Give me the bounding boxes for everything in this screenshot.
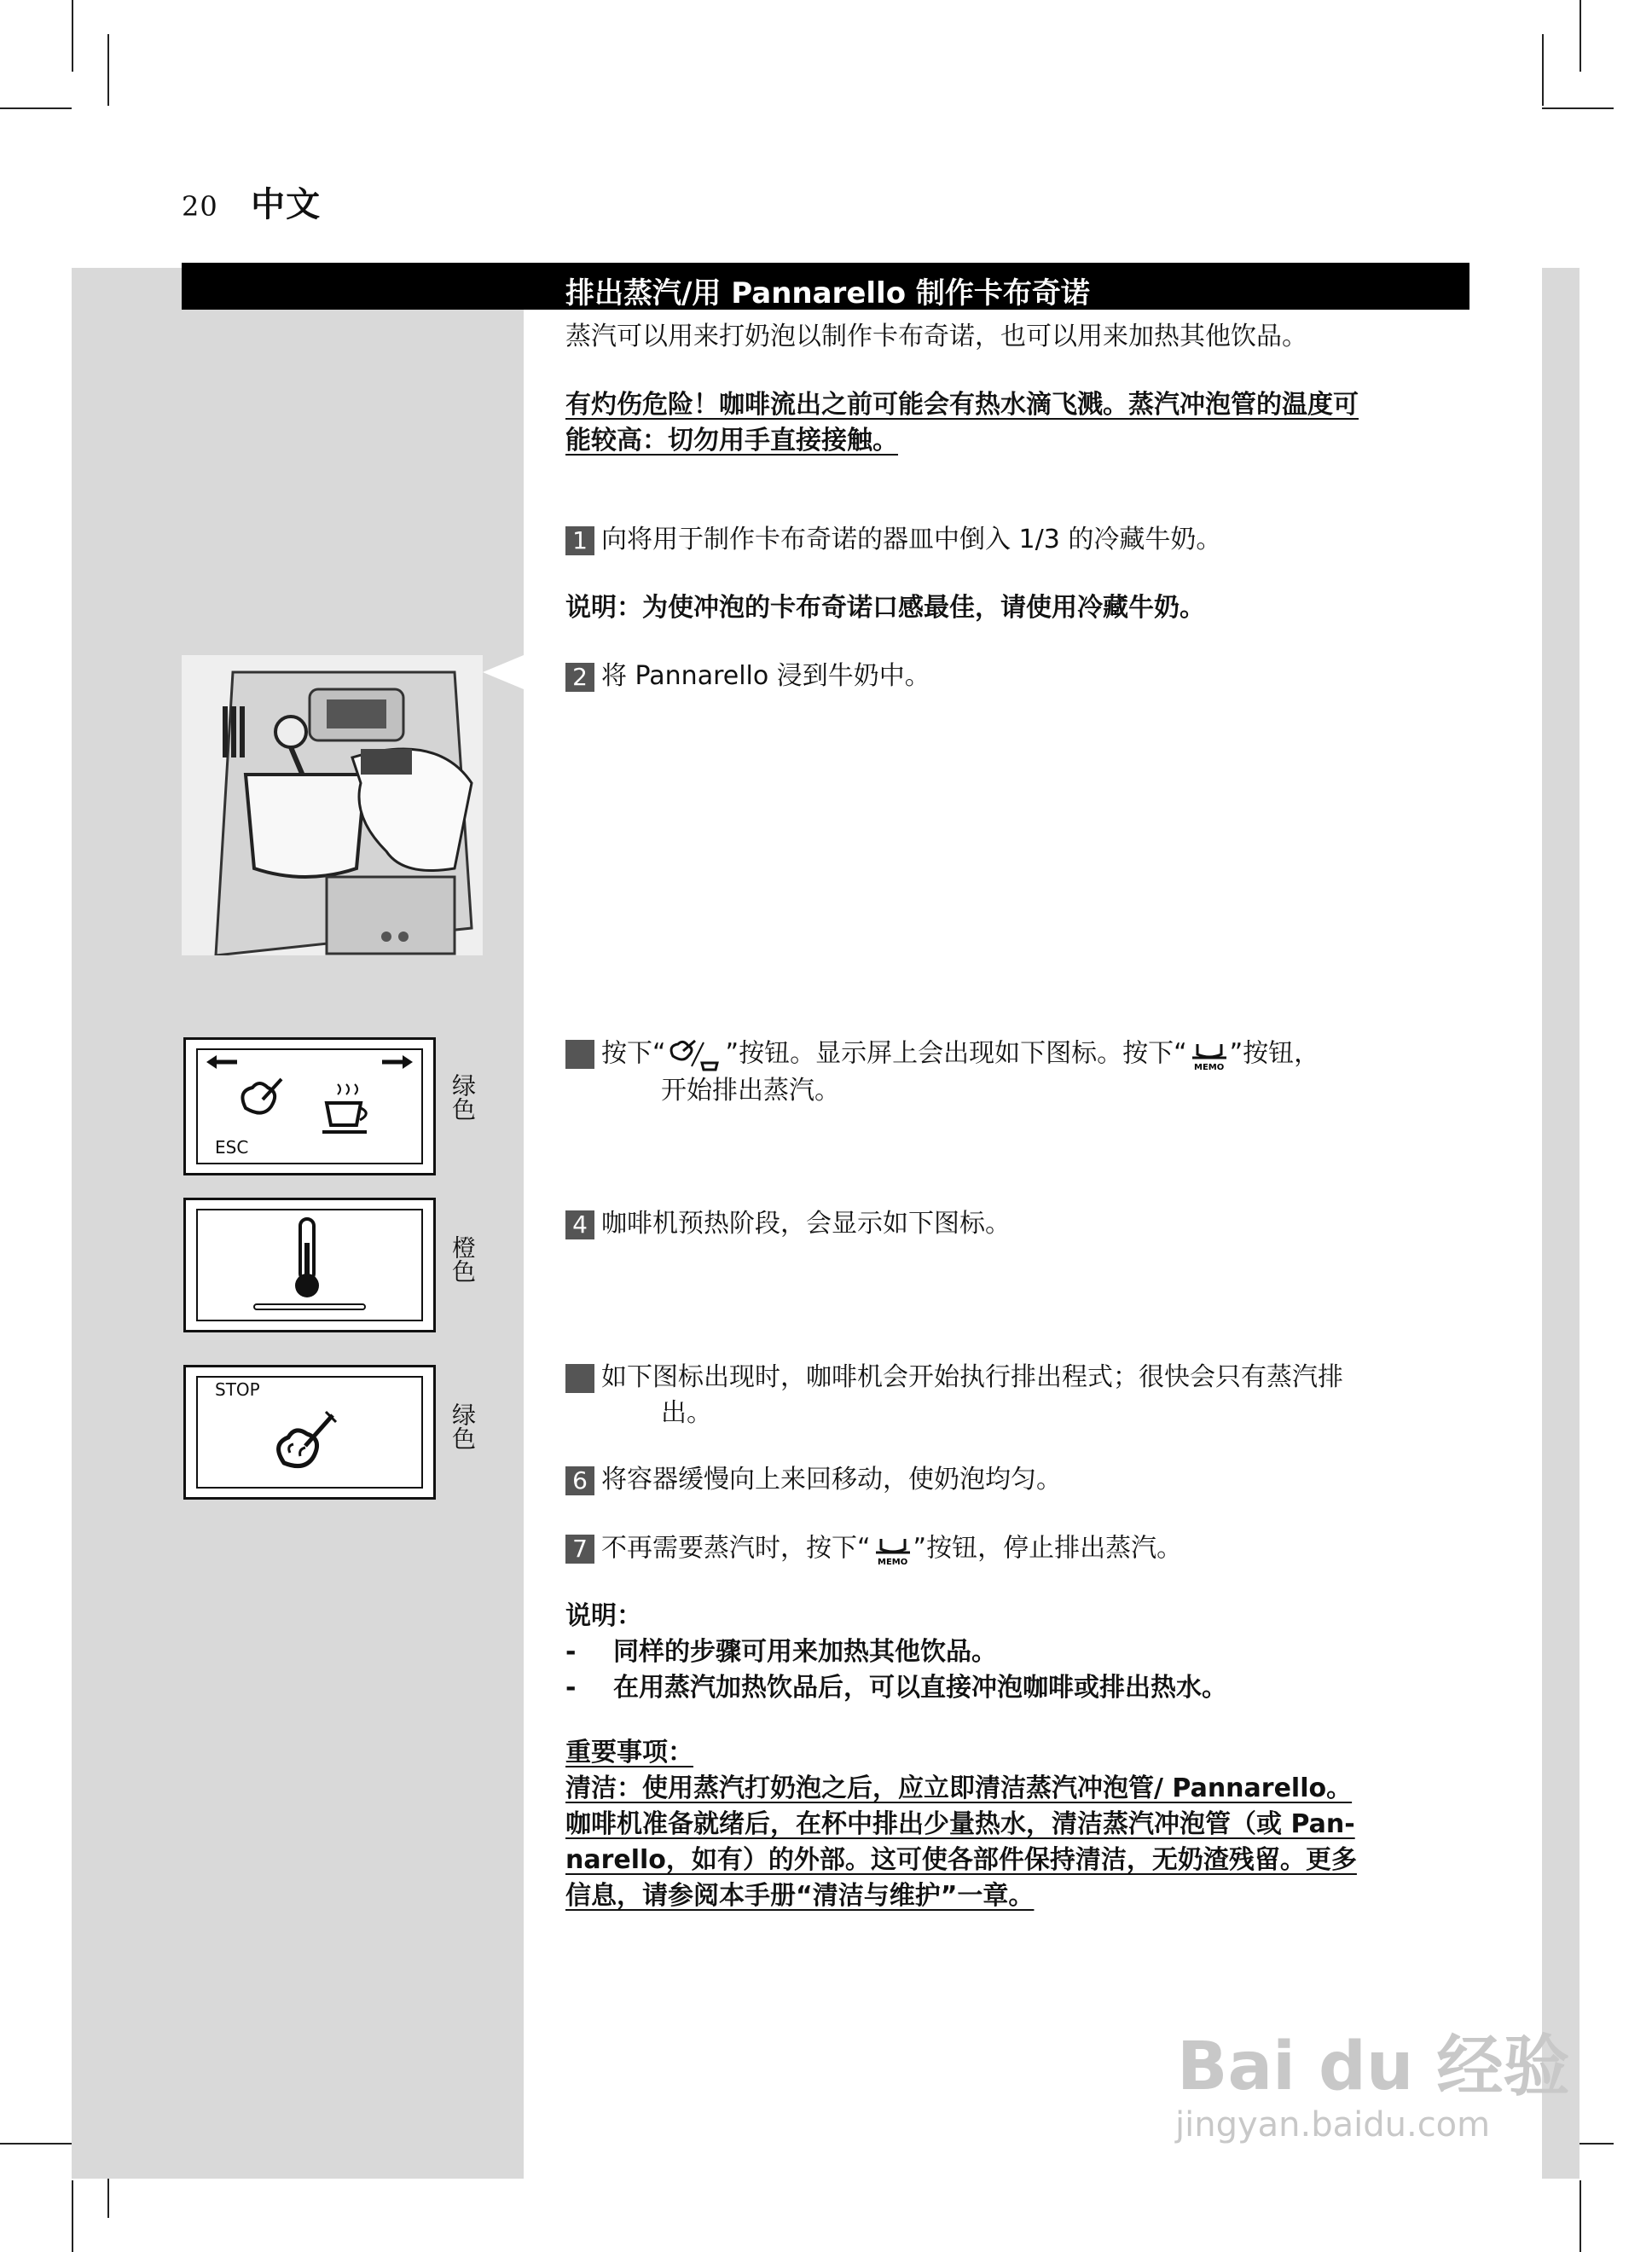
esc-label: ESC — [215, 1137, 249, 1158]
step-text: 向将用于制作卡布奇诺的器皿中倒入 1/3 的冷藏牛奶。 — [601, 525, 1222, 554]
progress-bar — [254, 1304, 365, 1309]
crop-mark — [1542, 34, 1544, 106]
step-number-badge: 2 — [565, 663, 594, 692]
watermark-url: jingyan.baidu.com — [1175, 2105, 1491, 2145]
display-color-label: 绿色 — [449, 1073, 477, 1121]
step-text: 将容器缓慢向上来回移动，使奶泡均匀。 — [601, 1465, 1062, 1495]
crop-mark — [72, 0, 73, 72]
step-number-badge: 4 — [565, 1210, 594, 1239]
step-text: ”按钮。显示屏上会出现如下图标。按下“ — [725, 1038, 1187, 1069]
important-notice — [565, 1735, 1469, 1914]
step-5 — [548, 1360, 1517, 1431]
step-text: ”按钮， — [1229, 1038, 1320, 1069]
memo-button-icon — [1187, 1036, 1230, 1073]
step-4 — [565, 1206, 1469, 1242]
step-text: 咖啡机预热阶段，会显示如下图标。 — [601, 1209, 1011, 1239]
step-text: 如下图标出现时，咖啡机会开始执行排出程式；很快会只有蒸汽排 — [601, 1362, 1343, 1392]
warning-line: 有灼伤危险！咖啡流出之前可能会有热水滴飞溅。蒸汽冲泡管的温度可 — [565, 390, 1359, 420]
note-title: 说明： — [565, 1601, 642, 1631]
step-number-badge: 6 — [565, 1466, 594, 1495]
step-text: 出。 — [661, 1398, 712, 1428]
burn-warning — [565, 387, 1469, 459]
section-title-bar — [182, 263, 1469, 310]
page-header — [182, 177, 321, 226]
crop-mark — [1580, 0, 1581, 72]
crop-mark — [1542, 107, 1614, 109]
important-title: 重要事项： — [565, 1738, 693, 1767]
crop-mark — [72, 2180, 73, 2252]
step-number-badge: 1 — [565, 526, 594, 555]
steam-icon — [242, 1083, 275, 1113]
note-item — [565, 1634, 1469, 1670]
important-line: 清洁：使用蒸汽打奶泡之后，应立即清洁蒸汽冲泡管/ Pannarello。 — [565, 1773, 1353, 1803]
section-title: 排出蒸汽/用 Pannarello 制作卡布奇诺 — [565, 276, 1090, 311]
crop-mark — [107, 34, 109, 106]
step-text: 将 Pannarello 浸到牛奶中。 — [601, 661, 930, 691]
page-number: 20 — [182, 190, 218, 223]
hot-water-cup-icon — [327, 1103, 361, 1125]
step-text: 按下“ — [601, 1038, 666, 1069]
crop-mark — [0, 2143, 72, 2145]
watermark-logo: Bai du 经验 — [1177, 2029, 1570, 2105]
note-item-text: 在用蒸汽加热饮品后，可以直接冲泡咖啡或排出热水。 — [613, 1673, 1227, 1703]
step-6 — [565, 1462, 1469, 1498]
warning-line: 能较高：切勿用手直接接触。 — [565, 426, 898, 456]
note-item — [565, 1670, 1469, 1706]
language-label: 中文 — [251, 185, 322, 224]
step-number-badge: 3 — [565, 1040, 594, 1069]
step-text: ”按钮，停止排出蒸汽。 — [913, 1533, 1183, 1564]
stop-label: STOP — [215, 1379, 260, 1400]
display-steam-select — [183, 1037, 436, 1175]
right-edge-gray-strip — [1542, 268, 1580, 2179]
note-item-text: 同样的步骤可用来加热其他饮品。 — [613, 1637, 997, 1667]
crop-mark — [1580, 2180, 1581, 2252]
steam-icon — [279, 1431, 317, 1466]
important-line: 信息，请参阅本手册“清洁与维护”一章。 — [565, 1881, 1035, 1911]
pannarello-illustration — [182, 655, 483, 955]
display-color-label: 绿色 — [449, 1402, 477, 1450]
steam-select-button-icon — [666, 1037, 726, 1071]
note-cold-milk: 说明：为使冲泡的卡布奇诺口感最佳，请使用冷藏牛奶。 — [565, 593, 1205, 623]
memo-button-icon — [871, 1530, 913, 1568]
important-line: 咖啡机准备就绪后，在杯中排出少量热水，清洁蒸汽冲泡管（或 Pan- — [565, 1809, 1355, 1839]
step-text: 不再需要蒸汽时，按下“ — [601, 1533, 871, 1564]
intro-text: 蒸汽可以用来打奶泡以制作卡布奇诺，也可以用来加热其他饮品。 — [565, 322, 1307, 351]
bullet-dash: - — [565, 1637, 577, 1667]
display-steam-dispensing — [183, 1365, 436, 1500]
important-line: narello，如有）的外部。这可使各部件保持清洁，无奶渣残留。更多 — [565, 1845, 1357, 1875]
step-2 — [565, 659, 1469, 694]
bullet-dash: - — [565, 1673, 577, 1703]
step-number-badge: 7 — [565, 1535, 594, 1564]
display-color-label: 橙色 — [449, 1235, 477, 1283]
illustration-pointer — [483, 655, 524, 689]
step-7 — [565, 1530, 1469, 1568]
memo-label: MEMO — [877, 1558, 907, 1567]
step-3 — [548, 1036, 1517, 1109]
note-list — [565, 1599, 1469, 1706]
crop-mark — [0, 107, 72, 109]
memo-label: MEMO — [1193, 1063, 1224, 1072]
step-1 — [565, 522, 1469, 558]
step-text: 开始排出蒸汽。 — [661, 1076, 840, 1106]
display-preheating — [183, 1198, 436, 1332]
step-number-badge: 5 — [565, 1364, 594, 1393]
